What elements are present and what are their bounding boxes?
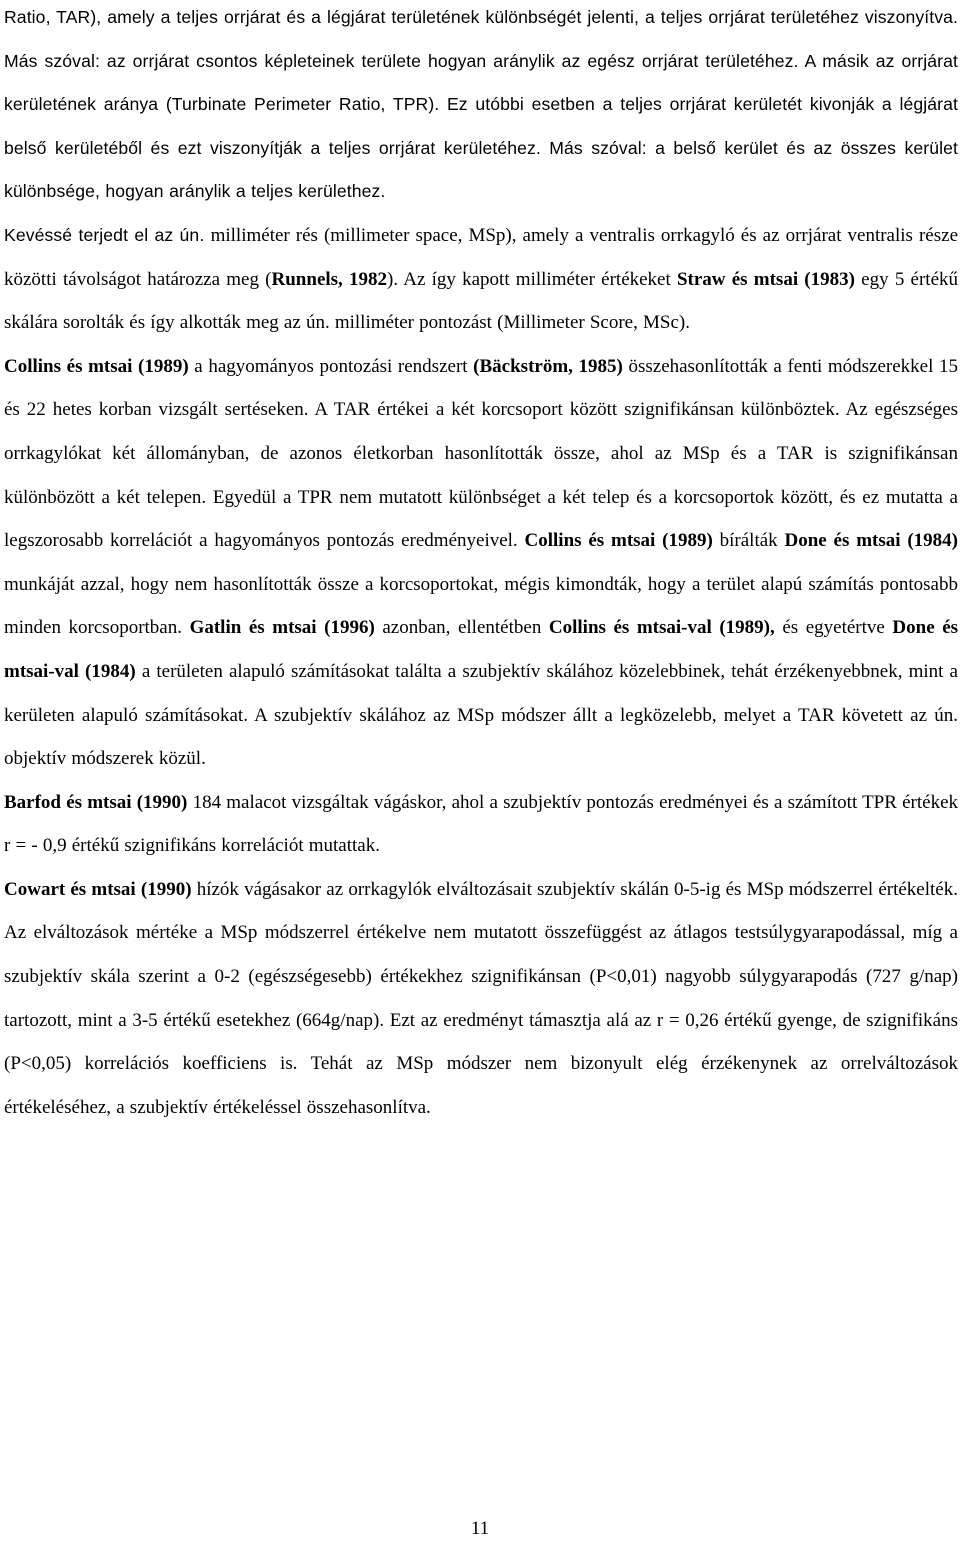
body-text: és egyetértve — [774, 617, 893, 639]
body-text: munkáját azzal, hogy nem hasonlították össze a korcsoportokat, mégis kimondták, hogy a terület alapú számítás pontosabb minden korcsoportban. — [4, 573, 958, 639]
paragraph-turbinate-ratios — [4, 0, 958, 214]
citation-text: Collins és mtsai (1989) — [524, 530, 713, 552]
body-text: 184 malacot vizsgáltak vágáskor, ahol a szubjektív pontozás eredményei és a számított TPR értékek r = - 0,9 értékű szignifikáns korrelációt mutattak. — [4, 791, 959, 857]
body-text: Kevéssé terjedt el az ún. — [4, 224, 211, 245]
paragraph-millimeter-space — [4, 214, 958, 345]
citation-text: Done és mtsai (1984) — [784, 530, 958, 552]
body-text: ). Az így kapott milliméter értékeket — [387, 268, 677, 290]
body-text: a hagyományos pontozási rendszert — [188, 355, 474, 377]
page-number: 11 — [470, 1518, 490, 1539]
citation-text: Cowart és mtsai (1990) — [4, 878, 192, 900]
citation-text: Straw és mtsai (1983) — [676, 268, 855, 290]
citation-text: (Bäckström, 1985) — [473, 355, 623, 377]
body-text: bírálták — [712, 530, 785, 552]
citation-text: Gatlin és mtsai (1996) — [189, 617, 375, 639]
citation-text: Collins és mtsai-val (1989), — [548, 617, 775, 639]
paragraph-cowart — [4, 868, 958, 1130]
body-text: azonban, ellentétben — [374, 617, 549, 639]
paragraph-collins-comparison — [4, 345, 958, 781]
body-text: hízók vágásakor az orrkagylók elváltozásait szubjektív skálán 0-5-ig és MSp módszerrel értékelték. Az elváltozások mértéke a MSp módszerrel értékelve nem mutatott összefüggést az átlagos testsúlygyarapodással, míg a szubjektív skála szerint a 0-2 (egészségesebb) értékekhez szignifikánsan (P<0,01) nagyobb súlygyarapodás (727 g/nap) tartozott, mint a 3-5 értékű esetekhez (664g/nap). Ezt az eredményt támasztja alá az r = 0,26 értékű gyenge, de szignifikáns (P<0,05) korrelációs koefficiens is. Tehát az MSp módszer nem bizonyult elég érzékenynek az orrelváltozások értékeléséhez, a szubjektív értékeléssel összehasonlítva. — [4, 878, 958, 1118]
paragraph-barfod — [4, 781, 958, 868]
document-page — [4, 0, 958, 1129]
citation-text: Barfod és mtsai (1990) — [4, 791, 188, 813]
citation-text: Collins és mtsai (1989) — [4, 355, 189, 377]
body-text: összehasonlították a fenti módszerekkel 15 és 22 hetes korban vizsgált sertéseken. A TAR értékei a két korcsoport között szignifikánsan különböztek. Az egészséges orrkagylókat két állományban, de azonos életkorban hasonlították össze, ahol az MSp és a TAR is szignifikánsan különbözött a két telepen. Egyedül a TPR nem mutatott különbséget a két telep és a korcsoportok között, és ez mutatta a legszorosabb korrelációt a hagyományos pontozás eredményeivel. — [4, 355, 959, 552]
body-text: a területen alapuló számításokat találta a szubjektív skálához közelebbinek, tehát érzékenyebbnek, mint a kerületen alapuló számításokat. A szubjektív skálához az MSp módszer állt a legközelebb, melyet a TAR követett az ún. objektív módszerek közül. — [4, 660, 958, 770]
body-text: milliméter rés (millimeter space, MSp), amely a ventralis orrkagyló és az orrjárat ventralis része közötti távolságot határozza meg ( — [4, 224, 958, 290]
body-text: egy 5 értékű skálára sorolták és így alkották meg az ún. milliméter pontozást (Millimeter Score, MSc). — [4, 268, 958, 334]
citation-text: Done és mtsai-val (1984) — [4, 617, 959, 682]
body-text: Ratio, TAR), amely a teljes orrjárat és a légjárat területének különbségét jelenti, a teljes orrjárat területéhez viszonyítva. Más szóval: az orrjárat csontos képleteinek területe hogyan aránylik az egész orrjárat területéhez. A másik az orrjárat kerületének aránya (Turbinate Perimeter Ratio, TPR). Ez utóbbi esetben a teljes orrjárat kerületét kivonják a légjárat belső kerületéből és ezt viszonyítják a teljes orrjárat kerületéhez. Más szóval: a belső kerület és az összes kerület különbsége, hogyan aránylik a teljes kerülethez. — [4, 7, 958, 202]
citation-text: Runnels, 1982 — [271, 268, 388, 290]
